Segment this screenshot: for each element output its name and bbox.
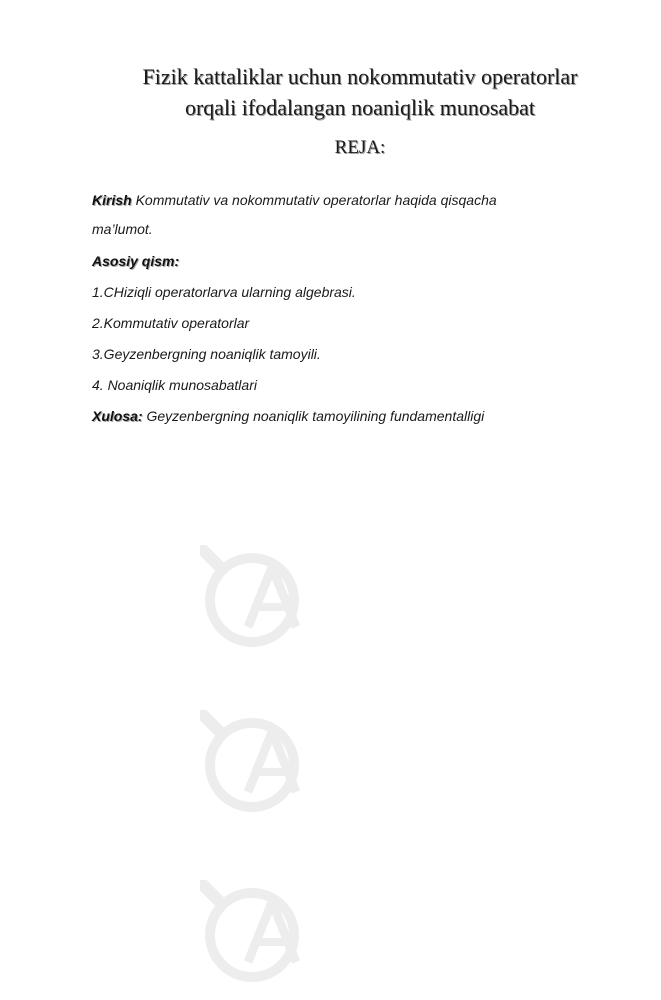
- asosiy-label: Asosiy qism:: [92, 253, 180, 269]
- plan-item-4: 4. Noaniqlik munosabatlari: [92, 377, 257, 393]
- xulosa-text: Geyzenbergning noaniqlik tamoyilining fundamentalligi: [142, 408, 485, 424]
- plan-asosiy-label: [92, 252, 632, 270]
- document-title-line-2: orqali ifodalangan noaniqlik munosabat: [184, 95, 536, 120]
- plan-kirish-continued: ma’lumot.: [92, 221, 153, 237]
- plan-item-3: 3.Geyzenbergning noaniqlik tamoyili.: [92, 346, 321, 362]
- magnifier-a-watermark-icon: [200, 545, 380, 665]
- kirish-label: Kirish: [92, 192, 132, 208]
- magnifier-a-watermark-icon: [200, 880, 380, 1000]
- plan-item-2: 2.Kommutativ operatorlar: [92, 315, 250, 331]
- document-title-line-1: Fizik kattaliklar uchun nokommutativ operatorlar: [142, 64, 578, 89]
- magnifier-a-watermark-icon: [200, 710, 380, 830]
- kirish-text: Kommutativ va nokommutativ operatorlar haqida qisqacha: [131, 192, 497, 208]
- xulosa-label: Xulosa:: [92, 408, 143, 424]
- plan-xulosa: [92, 407, 632, 425]
- plan-item-1: 1.CHiziqli operatorlarva ularning algebrasi.: [92, 284, 356, 300]
- reja-heading: REJA:: [334, 137, 386, 158]
- plan-kirish: [92, 191, 632, 209]
